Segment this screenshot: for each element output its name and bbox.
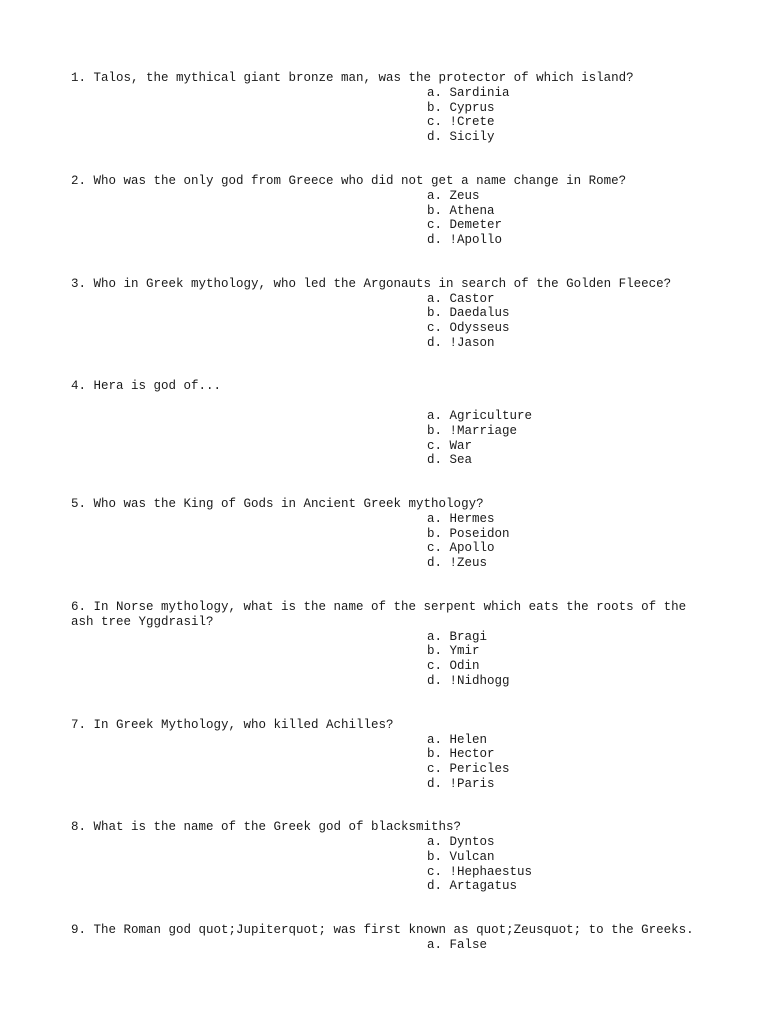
question-text: 4. Hera is god of... [71, 379, 222, 394]
answer-option: a. Helen [427, 732, 488, 747]
question-1 [71, 71, 711, 145]
question-8 [71, 820, 711, 894]
answer-option: d. Sea [427, 453, 473, 468]
question-7 [71, 718, 711, 792]
question-3 [71, 277, 711, 351]
answer-options [71, 733, 711, 792]
question-text: 1. Talos, the mythical giant bronze man, was the protector of which island? [71, 71, 634, 85]
question-5 [71, 497, 711, 571]
answer-option: c. Demeter [427, 218, 503, 233]
answer-option: a. Bragi [427, 629, 488, 644]
question-text: 6. In Norse mythology, what is the name of the serpent which eats the roots of the ash tree Yggdrasil? [71, 599, 694, 629]
question-6 [71, 600, 711, 689]
answer-option: a. Sardinia [427, 86, 510, 100]
answer-option: a. False [427, 938, 488, 953]
answer-options [71, 409, 711, 468]
answer-option: a. Castor [427, 291, 495, 306]
answer-option: d. !Jason [427, 335, 495, 350]
question-text: 3. Who in Greek mythology, who led the Argonauts in search of the Golden Fleece? [71, 276, 672, 291]
answer-option: c. War [427, 438, 473, 453]
question-9 [71, 923, 711, 953]
answer-option: c. !Hephaestus [427, 864, 533, 879]
question-text: 7. In Greek Mythology, who killed Achilles? [71, 717, 394, 732]
answer-options [71, 630, 711, 689]
answer-option: d. !Nidhogg [427, 673, 510, 688]
quiz-document [71, 71, 711, 982]
answer-option: b. Cyprus [427, 100, 495, 115]
answer-option: a. Zeus [427, 188, 480, 203]
answer-option: d. !Paris [427, 776, 495, 791]
answer-option: d. !Apollo [427, 232, 503, 247]
question-text: 5. Who was the King of Gods in Ancient Greek mythology? [71, 496, 484, 511]
answer-option: c. Odysseus [427, 321, 510, 336]
answer-option: a. Dyntos [427, 835, 495, 850]
answer-option: b. Hector [427, 747, 495, 762]
answer-option: b. Athena [427, 203, 495, 218]
answer-option: c. Pericles [427, 761, 510, 776]
question-4 [71, 379, 711, 468]
answer-options [71, 835, 711, 894]
answer-option: b. !Marriage [427, 423, 518, 438]
question-text: 2. Who was the only god from Greece who did not get a name change in Rome? [71, 173, 627, 188]
question-text: 8. What is the name of the Greek god of blacksmiths? [71, 820, 462, 835]
answer-option: a. Hermes [427, 511, 495, 526]
answer-options [71, 86, 711, 145]
answer-options [71, 189, 711, 248]
answer-options [71, 512, 711, 571]
answer-option: c. Odin [427, 659, 480, 674]
answer-option: b. Poseidon [427, 526, 510, 541]
question-2 [71, 174, 711, 248]
answer-option: d. Artagatus [427, 879, 518, 894]
answer-options [71, 938, 711, 953]
answer-option: c. Apollo [427, 541, 495, 556]
answer-option: b. Daedalus [427, 306, 510, 321]
question-text: 9. The Roman god quot;Jupiterquot; was first known as quot;Zeusquot; to the Greeks. [71, 923, 694, 938]
answer-option: b. Ymir [427, 644, 480, 659]
answer-option: b. Vulcan [427, 850, 495, 865]
answer-option: c. !Crete [427, 115, 495, 130]
answer-option: a. Agriculture [427, 409, 533, 424]
answer-options [71, 292, 711, 351]
question-spacer [71, 394, 711, 409]
answer-option: d. !Zeus [427, 556, 488, 571]
answer-option: d. Sicily [427, 130, 495, 145]
